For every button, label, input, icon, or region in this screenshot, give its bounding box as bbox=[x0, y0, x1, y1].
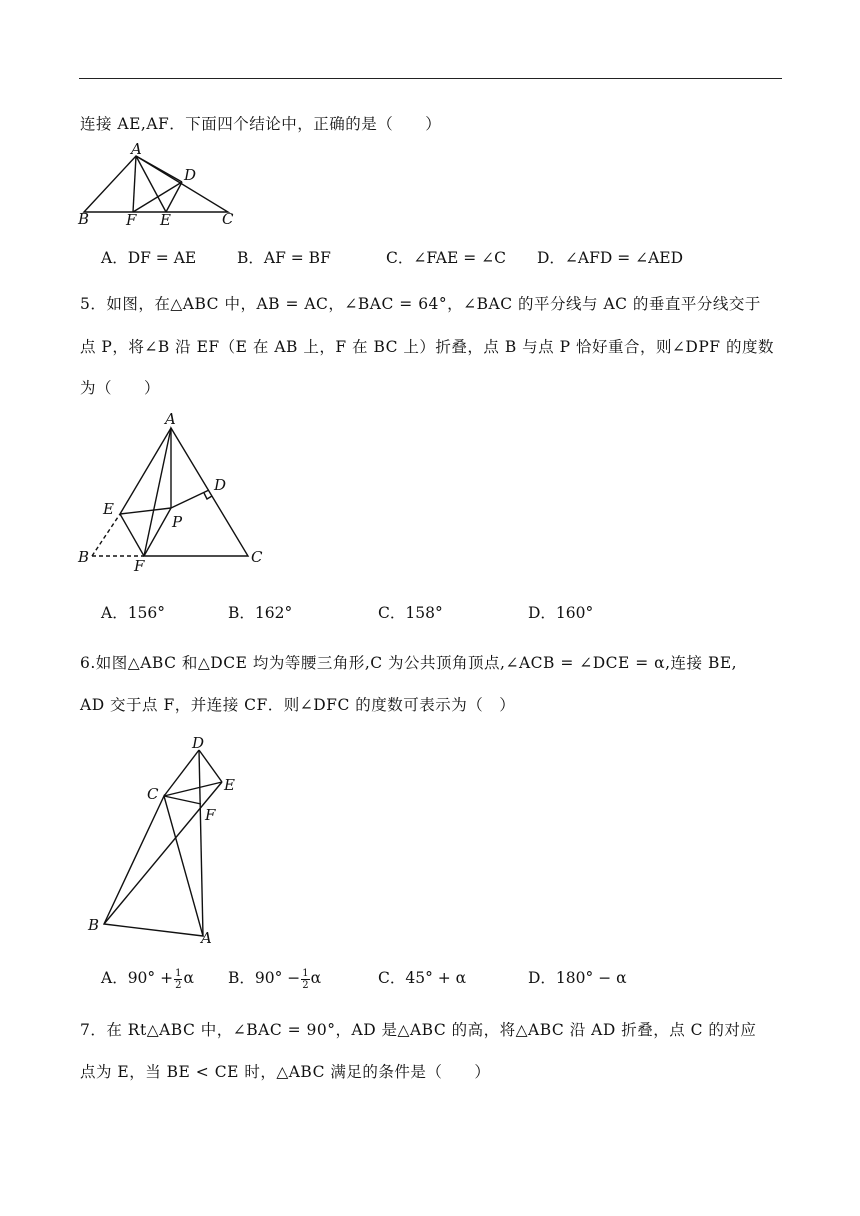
q4-stem-tail: 连接 AE,AF．下面四个结论中，正确的是（ ） bbox=[80, 115, 442, 133]
q4-label-d: D bbox=[184, 166, 197, 184]
q5-label-a: A bbox=[165, 410, 176, 428]
q6-option-c[interactable]: C．45° + α bbox=[378, 969, 467, 987]
q5-stem-line-1: 5．如图，在△ABC 中，AB = AC，∠BAC = 64°，∠BAC 的平分线与 AC 的垂直平分线交于 bbox=[80, 295, 761, 313]
q6-stem-line-1: 6.如图△ABC 和△DCE 均为等腰三角形,C 为公共顶角顶点,∠ACB = ∠DCE = α,连接 BE, bbox=[80, 654, 738, 672]
q6-option-b-fraction bbox=[301, 968, 309, 991]
q6-option-a-frac-num: 1 bbox=[175, 967, 182, 979]
q6-option-b-frac-num: 1 bbox=[302, 967, 309, 979]
q6-label-f: F bbox=[205, 806, 216, 824]
q5-label-e: E bbox=[103, 500, 114, 518]
q5-stem-line-2: 点 P，将∠B 沿 EF（E 在 AB 上，F 在 BC 上）折叠，点 B 与点 P 恰好重合，则∠DPF 的度数 bbox=[80, 338, 774, 356]
q5-figure bbox=[76, 408, 276, 576]
q7-stem-line-2: 点为 E，当 BE < CE 时，△ABC 满足的条件是（ ） bbox=[80, 1063, 491, 1081]
q5-option-a[interactable]: A．156° bbox=[101, 604, 166, 622]
q5-label-d: D bbox=[214, 476, 227, 494]
q6-option-b-prefix: B．90° − bbox=[228, 969, 301, 987]
q5-label-f: F bbox=[134, 557, 145, 575]
q6-stem-line-2: AD 交于点 F，并连接 CF．则∠DFC 的度数可表示为（ ） bbox=[80, 696, 516, 714]
q6-figure bbox=[84, 732, 244, 948]
q6-option-a-frac-den: 2 bbox=[175, 979, 182, 991]
q5-label-c: C bbox=[251, 548, 263, 566]
q6-label-e: E bbox=[224, 776, 235, 794]
q6-option-a[interactable] bbox=[101, 966, 194, 991]
q5-label-b: B bbox=[78, 548, 90, 566]
q4-figure bbox=[78, 140, 248, 228]
q4-label-c: C bbox=[222, 210, 234, 228]
q6-option-b[interactable] bbox=[228, 966, 321, 991]
q4-label-f: F bbox=[126, 211, 137, 229]
q4-option-a[interactable]: A．DF = AE bbox=[101, 249, 197, 267]
q4-label-b: B bbox=[78, 210, 90, 228]
header-rule bbox=[79, 78, 782, 79]
q6-option-d[interactable]: D．180° − α bbox=[528, 969, 627, 987]
q4-option-d[interactable]: D．∠AFD = ∠AED bbox=[537, 249, 684, 267]
q4-option-b[interactable]: B．AF = BF bbox=[237, 249, 331, 267]
q6-label-b: B bbox=[88, 916, 100, 934]
q6-option-a-prefix: A．90° + bbox=[101, 969, 174, 987]
q4-option-c[interactable]: C．∠FAE = ∠C bbox=[386, 249, 506, 267]
q5-label-p: P bbox=[172, 513, 183, 531]
q6-label-d: D bbox=[192, 734, 205, 752]
q6-option-b-frac-den: 2 bbox=[302, 979, 309, 991]
q7-stem-line-1: 7．在 Rt△ABC 中，∠BAC = 90°，AD 是△ABC 的高，将△ABC 沿 AD 折叠，点 C 的对应 bbox=[80, 1021, 757, 1039]
q6-label-a: A bbox=[201, 929, 212, 947]
q6-label-c: C bbox=[147, 785, 159, 803]
q6-option-a-fraction bbox=[174, 968, 182, 991]
q6-option-b-suffix: α bbox=[310, 969, 322, 987]
q5-stem-line-3: 为（ ） bbox=[80, 379, 161, 397]
q5-option-c[interactable]: C．158° bbox=[378, 604, 443, 622]
q6-option-a-suffix: α bbox=[183, 969, 194, 987]
q4-label-e: E bbox=[160, 211, 171, 229]
q4-label-a: A bbox=[131, 140, 142, 158]
q5-option-d[interactable]: D．160° bbox=[528, 604, 594, 622]
q5-option-b[interactable]: B．162° bbox=[228, 604, 293, 622]
